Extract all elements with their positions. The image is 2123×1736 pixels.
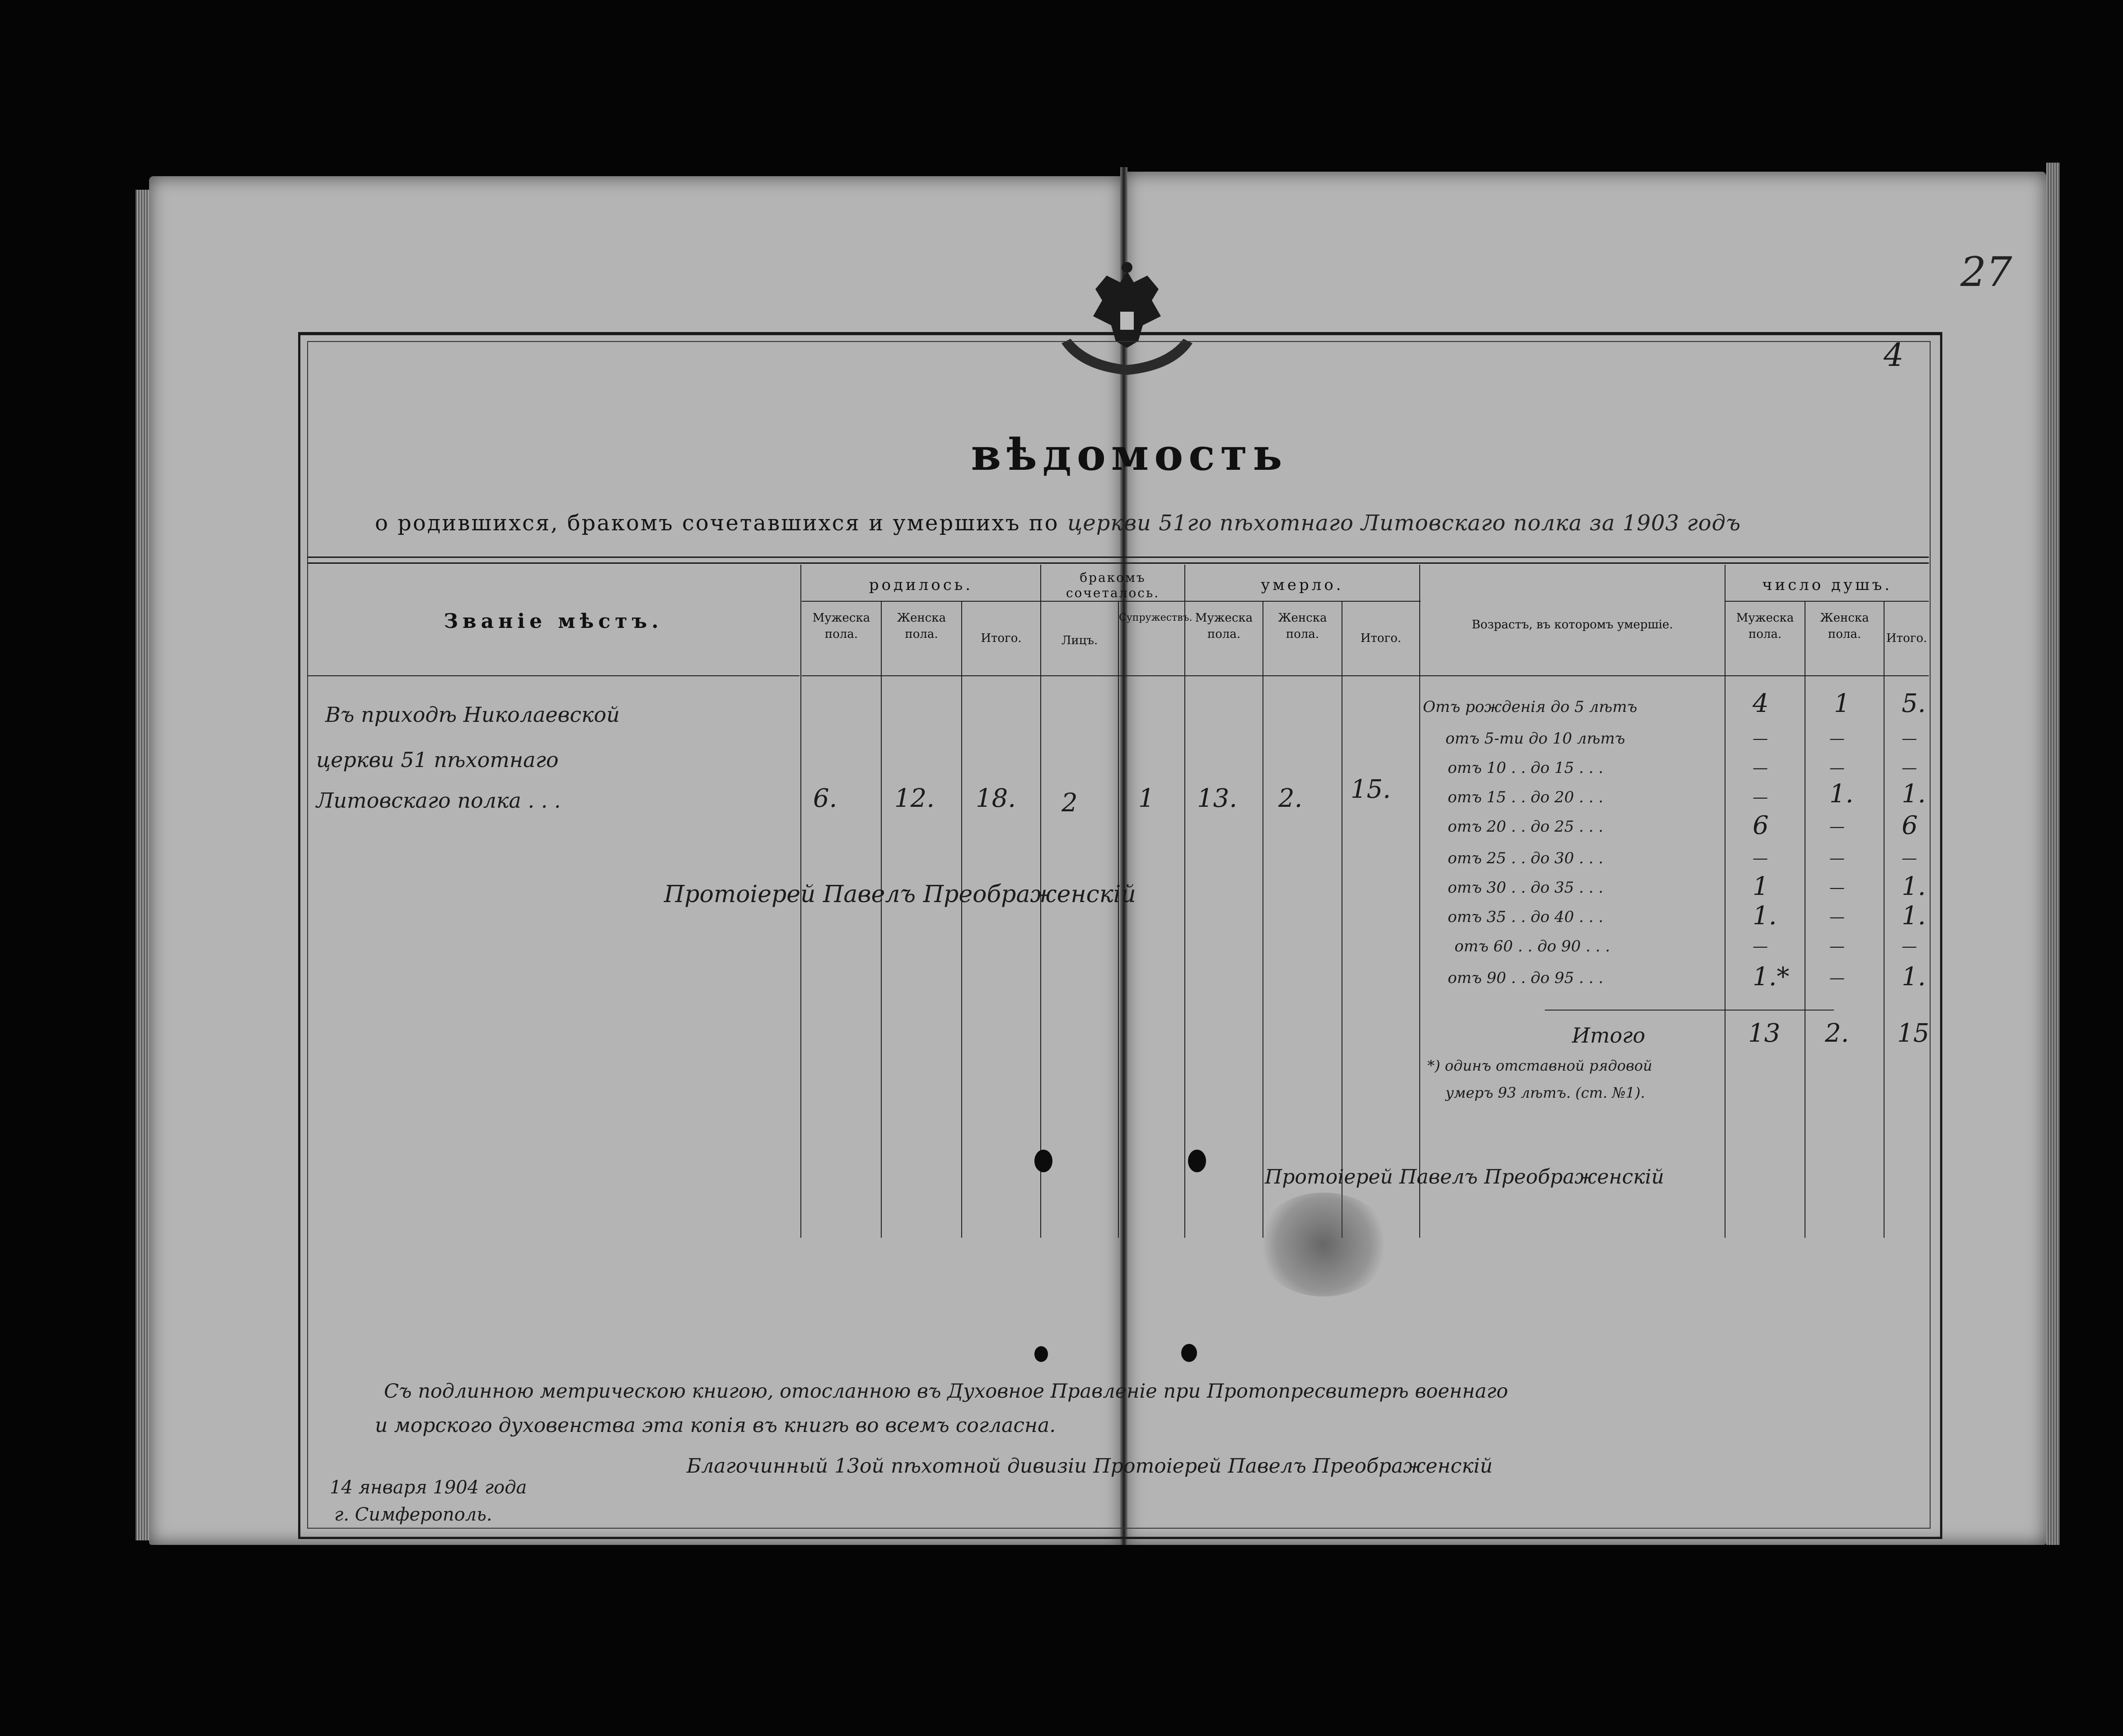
subheader-rule — [802, 675, 1929, 676]
place-line: Въ приходѣ Николаевской — [325, 702, 620, 727]
ink-blot — [1034, 1150, 1052, 1172]
age-female: — — [1829, 908, 1845, 926]
header-place: Званіе мѣстъ. — [444, 610, 663, 633]
age-range: отъ 25 . . до 30 . . . — [1448, 849, 1604, 867]
total-female: 2. — [1825, 1019, 1849, 1048]
attestation-line: Съ подлинною метрическою книгою, отосланною въ Духовное Правленіе при Протопресвитерѣ военнаго — [384, 1380, 1508, 1403]
subheader-couples: Супружествъ. — [1119, 612, 1192, 623]
born-total-count: 18. — [976, 784, 1016, 813]
age-total: — — [1902, 759, 1917, 777]
subheader-born-female: Женска пола. — [897, 611, 946, 641]
age-total: — — [1902, 937, 1917, 955]
age-range: отъ 35 . . до 40 . . . — [1448, 908, 1604, 926]
age-male: 1.* — [1753, 962, 1790, 992]
attestation-place: г. Симферополь. — [334, 1504, 492, 1525]
age-male: 4 — [1753, 689, 1769, 718]
col-divider — [1725, 565, 1726, 1238]
header-born: родилось. — [869, 576, 973, 594]
ink-blot — [1188, 1150, 1206, 1172]
header-souls: число душъ. — [1762, 576, 1893, 594]
age-male: 1. — [1753, 901, 1777, 931]
left-page-edges — [136, 190, 149, 1540]
col-divider — [1184, 565, 1185, 1238]
place-line: церкви 51 пѣхотнаго — [316, 748, 559, 772]
souls-group-rule — [1726, 601, 1929, 602]
footnote-line: умеръ 93 лѣтъ. (ст. №1). — [1445, 1084, 1645, 1101]
age-male: — — [1753, 788, 1768, 806]
age-range: отъ 20 . . до 25 . . . — [1448, 818, 1604, 836]
age-female: 1 — [1834, 689, 1850, 718]
table-frame-inner — [307, 341, 1931, 1529]
age-male: 1 — [1753, 872, 1769, 901]
died-total-count: 15. — [1351, 775, 1391, 804]
ink-blot — [1181, 1344, 1197, 1362]
corner-number: 4 — [1884, 337, 1904, 374]
total-all: 15 — [1897, 1019, 1930, 1048]
age-total: 1. — [1902, 872, 1926, 901]
age-female: — — [1829, 818, 1845, 836]
age-male: — — [1753, 937, 1768, 955]
place-line: Литовскаго полка . . . — [316, 788, 561, 813]
age-female: — — [1829, 730, 1845, 748]
age-female: — — [1829, 879, 1845, 897]
subheader-died-total: Итого. — [1360, 632, 1402, 645]
age-range: отъ 90 . . до 95 . . . — [1448, 969, 1604, 987]
subtitle-handwritten: церкви 51го пѣхотнаго Литовскаго полка за 1903 годъ — [1067, 510, 1741, 536]
document-title: вѣдомость — [971, 429, 1288, 480]
header-age: Возрастъ, въ которомъ умершіе. — [1472, 618, 1673, 632]
col-divider — [961, 601, 962, 1238]
header-rule-top — [307, 557, 1929, 558]
header-rule-bottom — [307, 562, 1929, 564]
age-total: 1. — [1902, 962, 1926, 992]
age-total: — — [1902, 849, 1917, 867]
age-range: отъ 30 . . до 35 . . . — [1448, 879, 1604, 897]
subheader-born-male: Мужеска пола. — [812, 611, 870, 641]
born-male-count: 6. — [813, 784, 837, 813]
place-header-rule — [307, 675, 800, 676]
subheader-souls-total: Итого. — [1886, 632, 1927, 645]
header-married: бракомъ сочеталось. — [1066, 570, 1160, 600]
total-label: Итого — [1572, 1023, 1646, 1048]
age-total: 1. — [1902, 901, 1926, 931]
subheader-souls-male: Мужеска пола. — [1736, 611, 1794, 641]
age-male: 6 — [1753, 811, 1769, 840]
age-male: — — [1753, 730, 1768, 748]
page-number: 27 — [1960, 248, 2012, 296]
ink-blot — [1034, 1346, 1048, 1362]
age-range: отъ 10 . . до 15 . . . — [1448, 759, 1604, 777]
footnote-line: *) одинъ отставной рядовой — [1427, 1057, 1652, 1074]
group-header-rule — [802, 601, 1421, 602]
age-female: 1. — [1829, 779, 1854, 809]
died-female-count: 2. — [1278, 784, 1303, 813]
total-underline — [1545, 1010, 1834, 1011]
age-total: — — [1902, 730, 1917, 748]
total-male: 13 — [1748, 1019, 1781, 1048]
died-male-count: 13. — [1197, 784, 1238, 813]
subheader-died-male: Мужеска пола. — [1195, 611, 1253, 641]
col-divider — [881, 601, 882, 1238]
married-couples-count: 1 — [1138, 784, 1155, 813]
married-persons-count: 2 — [1062, 788, 1078, 818]
subtitle-printed: о родившихся, бракомъ сочетавшихся и умершихъ по — [375, 510, 1059, 536]
age-total: 1. — [1902, 779, 1926, 809]
subheader-persons: Лицъ. — [1061, 634, 1098, 647]
age-male: — — [1753, 849, 1768, 867]
subheader-souls-female: Женска пола. — [1820, 611, 1869, 641]
age-female: — — [1829, 969, 1845, 987]
age-male: — — [1753, 759, 1768, 777]
col-divider — [1118, 601, 1119, 1238]
age-female: — — [1829, 759, 1845, 777]
age-range: Отъ рожденія до 5 лѣтъ — [1423, 698, 1637, 716]
col-divider — [1884, 601, 1885, 1238]
age-range: отъ 15 . . до 20 . . . — [1448, 788, 1604, 806]
subheader-born-total: Итого. — [981, 632, 1022, 645]
age-female: — — [1829, 937, 1845, 955]
dean-signature: Благочинный 13ой пѣхотной дивизіи Протоіерей Павелъ Преображенскій — [687, 1455, 1493, 1478]
attestation-date: 14 января 1904 года — [330, 1477, 527, 1498]
age-female: — — [1829, 849, 1845, 867]
age-total: 6 — [1902, 811, 1918, 840]
col-divider — [1419, 565, 1420, 1238]
priest-signature-right: Протоіерей Павелъ Преображенскій — [1265, 1165, 1665, 1189]
priest-signature-middle: Протоіерей Павелъ Преображенскій — [664, 881, 1136, 908]
faded-seal-stamp — [1256, 1193, 1391, 1296]
subheader-died-female: Женска пола. — [1278, 611, 1327, 641]
age-total: 5. — [1902, 689, 1926, 718]
right-page-edges — [2046, 163, 2060, 1545]
age-range: отъ 5-ти до 10 лѣтъ — [1445, 730, 1625, 748]
attestation-line: и морского духовенства эта копія въ книгѣ во всемъ согласна. — [375, 1414, 1056, 1437]
age-range: отъ 60 . . до 90 . . . — [1454, 937, 1610, 955]
born-female-count: 12. — [894, 784, 935, 813]
header-died: умерло. — [1261, 576, 1344, 594]
